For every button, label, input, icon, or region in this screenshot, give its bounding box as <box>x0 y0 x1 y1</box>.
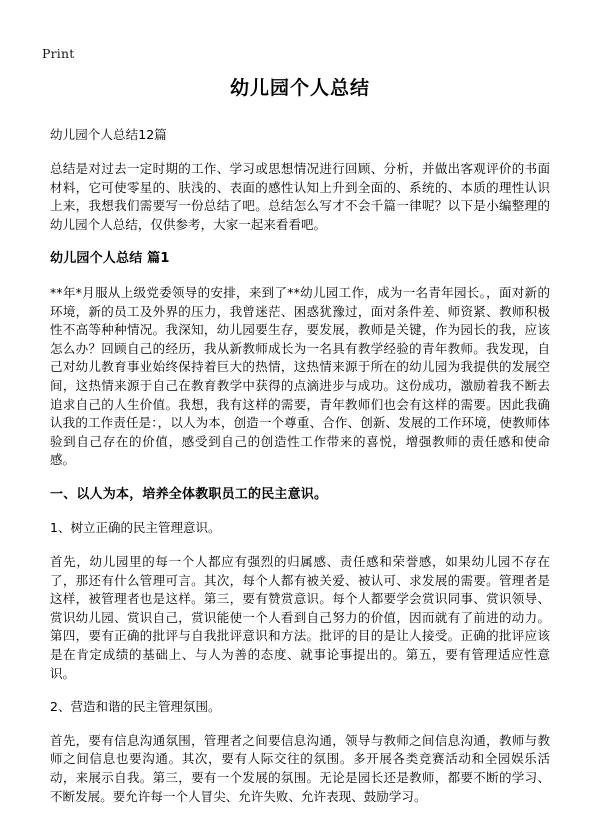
body-paragraph-2: 首先，幼儿园里的每一个人都应有强烈的归属感、责任感和荣誉感，如果幼儿园不存在了，那还有什么管理可言。其次，每个人都有被关爱、被认可、求发展的需要。管理者是这样，被管理者也是这样。第三，要有赞赏意识。每个人都要学会赏识同事、赏识领导、赏识幼儿园、赏识自己，赏识能使一个人看到自己努力的价值，因而就有了前进的动力。第四，要有正确的批评与自我批评意识和方法。批评的目的是让人接受。正确的批评应该是在肯定成绩的基础上、与人为善的态度、就事论事提出的。第五，要有管理适应性意识。 <box>50 553 550 681</box>
document-subtitle: 幼儿园个人总结12篇 <box>50 126 167 142</box>
numbered-item-2: 2、营造和谐的民主管理氛围。 <box>50 699 221 715</box>
body-paragraph-3: 首先，要有信息沟通氛围，管理者之间要信息沟通，领导与教师之间信息沟通，教师与教师之间信息也要沟通。其次，要有人际交往的氛围。多开展各类竞赛活动和全园娱乐活动，来展示自我。第三，要有一个发展的氛围。无论是园长还是教师，都要不断的学习、不断发展。要允许每一个人冒尖、允许失败、允许表现、鼓励学习。 <box>50 732 550 804</box>
intro-paragraph: 总结是对过去一定时期的工作、学习或思想情况进行回顾、分析，并做出客观评价的书面材料，它可使零星的、肤浅的、表面的感性认知上升到全面的、系统的、本质的理性认识上来，我想我们需要写一份总结了吧。总结怎么写才不会千篇一律呢？以下是小编整理的幼儿园个人总结，仅供参考，大家一起来看看吧。 <box>50 161 550 232</box>
section-heading-1: 幼儿园个人总结 篇1 <box>50 251 170 267</box>
document-content <box>50 76 550 821</box>
sub-heading-1: 一、以人为本，培养全体教职员工的民主意识。 <box>50 486 328 502</box>
page-title: 幼儿园个人总结 <box>229 77 370 99</box>
numbered-item-1: 1、树立正确的民主管理意识。 <box>50 520 221 536</box>
print-button[interactable]: Print <box>42 46 75 61</box>
body-paragraph-1: **年*月服从上级党委领导的安排，来到了**幼儿园工作，成为一名青年园长。，面对新的环境，新的员工及外界的压力，我曾迷茫、困惑犹豫过，面对条件差、师资紧、教师积极性不高等种种情况。我深知，幼儿园要生存，要发展，教师是关键，作为园长的我，应该怎么办？回顾自己的经历，我从新教师成长为一名具有教学经验的青年教师。我发现，自己对幼儿教育事业始终保持着巨大的热情，这热情来源于所在的幼儿园为我提供的发展空间，这热情来源于自己在教育教学中获得的点滴进步与成功。这份成功，激励着我不断去追求自己的人生价值。我想，我有这样的需要，青年教师们也会有这样的需要。因此我确认我的工作责任是：，以人为本，创造一个尊重、合作、创新、发展的工作环境，使教师体验到自己存在的价值，感受到自己的创造性工作带来的喜悦，增强教师的责任感和使命感。 <box>50 284 550 468</box>
